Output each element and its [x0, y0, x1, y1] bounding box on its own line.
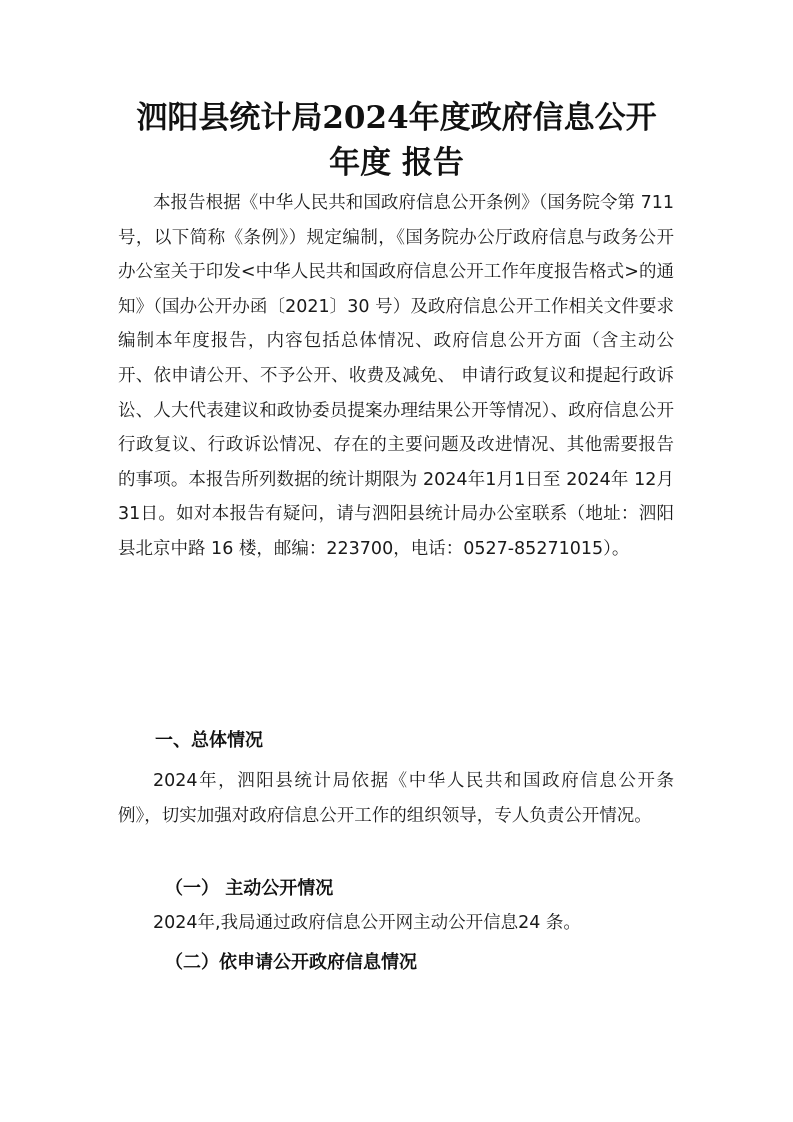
subsection-heading-active-disclosure: （一） 主动公开情况 — [165, 878, 334, 899]
overview-paragraph: 2024年，泗阳县统计局依据《中华人民共和国政府信息公开条例》，切实加强对政府信息公开工作的组织领导，专人负责公开情况。 — [118, 771, 674, 826]
subsection-heading-request-disclosure: （二）依申请公开政府信息情况 — [165, 952, 417, 973]
document-title-line-2: 年度 报告 — [329, 145, 464, 181]
section-heading-overview: 一、总体情况 — [155, 730, 263, 751]
intro-paragraph: 本报告根据《中华人民共和国政府信息公开条例》（国务院令第 711 号，以下简称《条例》）规定编制，《国务院办公厅政府信息与政务公开办公室关于印发<中华人民共和国政府信息公开工作年度报告格式>的通知》（国办公开办函〔2021〕30 号）及政府信息公开工作相关文件要求编制本年度报告，内容包括总体情况、政府信息公开方面（含主动公开、依申请公开、不予公开、收费及减免、 申请行政复议和提起行政诉讼、人大代表建议和政协委员提案办理结果公开等情况）、政府信息公开行政复议、行政诉讼情况、存在的主要问题及改进情况、其他需要报告的事项。本报告所列数据的统计期限为 2024年1月1日至 2024年 12月31日。如对本报告有疑问，请与泗阳县统计局办公室联系（地址：泗阳县北京中路 16 楼，邮编：223700，电话：0527-85271015）。 — [118, 193, 674, 559]
active-disclosure-paragraph: 2024年,我局通过政府信息公开网主动公开信息24 条。 — [153, 913, 581, 933]
document-title-line-1: 泗阳县统计局2024年度政府信息公开 — [136, 100, 657, 136]
